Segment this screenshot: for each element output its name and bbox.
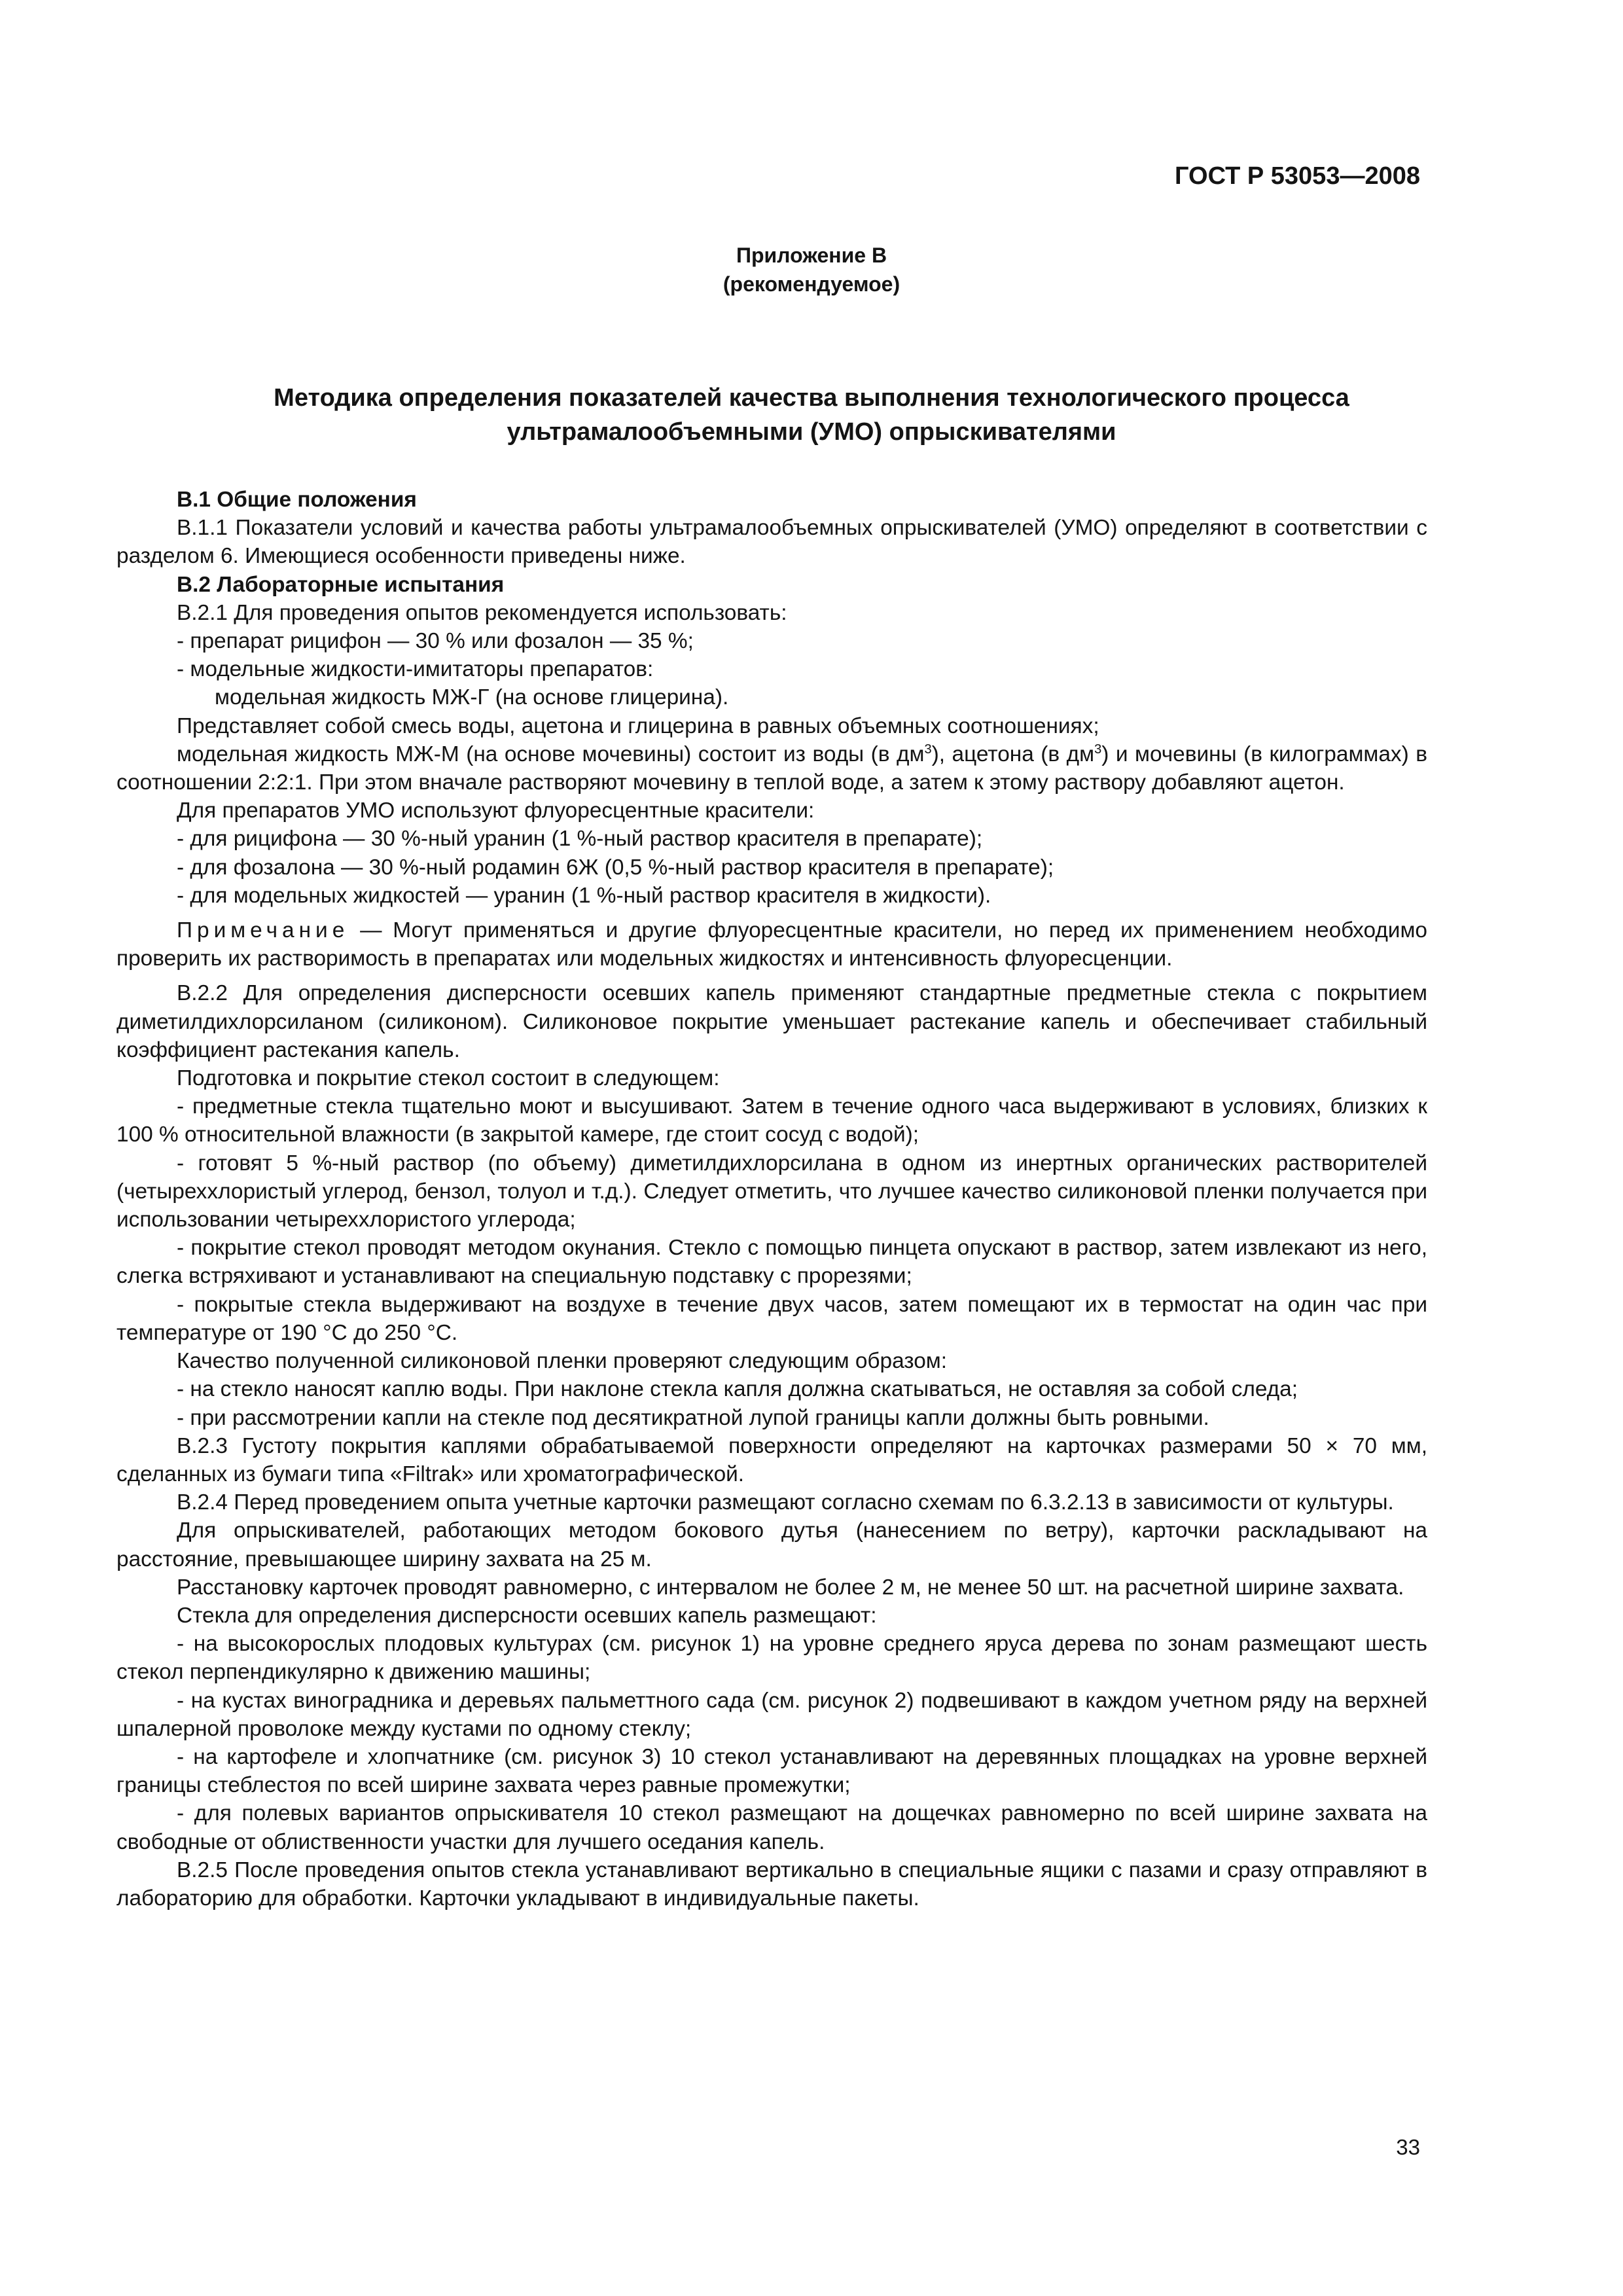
document-body	[116, 486, 1427, 1912]
list-item: - предметные стекла тщательно моют и высушивают. Затем в течение одного часа выдерживают в условиях, близких к 100 % относительной влажности (в закрытой камере, где стоит сосуд с водой);	[116, 1094, 1427, 1147]
paragraph: модельная жидкость МЖ-Г (на основе глицерина).	[215, 685, 729, 710]
document-title	[131, 381, 1492, 449]
paragraph: В.2.1 Для проведения опытов рекомендуется использовать:	[177, 600, 787, 625]
standard-designation: ГОСТ Р 53053—2008	[1175, 162, 1420, 190]
list-item: - на кустах виноградника и деревьях пальметтного сада (см. рисунок 2) подвешивают в каждом учетном ряду на верхней шпалерной проволоке между кустами по одному стеклу;	[116, 1688, 1427, 1741]
paragraph: Для опрыскивателей, работающих методом бокового дутья (нанесением по ветру), карточки раскладывают на расстояние, превышающее ширину захвата на 25 м.	[116, 1518, 1427, 1571]
appendix-subtitle: (рекомендуемое)	[722, 272, 901, 296]
text-run: модельная жидкость МЖ-М (на основе мочевины) состоит из воды (в дм	[177, 742, 925, 766]
text-run: ) и мочевины (в килограммах) в соотношении 2:2:1. При этом вначале растворяют мочевину в теплой воде, а затем к этому раствору добавляют ацетон.	[116, 742, 1427, 795]
document-title-line-2: ультрамалообъемными (УМО) опрыскивателями	[507, 418, 1116, 446]
paragraph: Для препаратов УМО используют флуоресцентные красители:	[177, 798, 815, 823]
paragraph: Качество полученной силиконовой пленки проверяют следующим образом:	[177, 1349, 948, 1374]
list-item: - для полевых вариантов опрыскивателя 10 стекол размещают на дощечках равномерно по всей ширине захвата на свободные от облиственности участки для лучшего оседания капель.	[116, 1801, 1427, 1854]
appendix-title: Приложение В	[736, 243, 887, 267]
note-label: Примечание	[177, 918, 349, 943]
list-item: - препарат рицифон — 30 % или фозалон — 35 %;	[177, 629, 694, 654]
document-title-line-1: Методика определения показателей качества выполнения технологического процесса	[274, 384, 1349, 412]
paragraph: Представляет собой смесь воды, ацетона и глицерина в равных объемных соотношениях;	[177, 713, 1099, 738]
list-item: - для рицифона — 30 %-ный уранин (1 %-ный раствор красителя в препарате);	[177, 827, 983, 852]
list-item: - на картофеле и хлопчатнике (см. рисунок 3) 10 стекол устанавливают на деревянных площадках на уровне верхней границы стеблестоя по всей ширине захвата через равные промежутки;	[116, 1744, 1427, 1798]
list-item: - модельные жидкости-имитаторы препаратов:	[177, 657, 654, 682]
text-run: ), ацетона (в дм	[931, 742, 1095, 766]
superscript: 3	[924, 742, 932, 757]
list-item: - для модельных жидкостей — уранин (1 %-ный раствор красителя в жидкости).	[177, 883, 991, 908]
appendix-heading	[0, 241, 1623, 298]
superscript: 3	[1094, 742, 1102, 757]
page-number: 33	[1396, 2135, 1420, 2159]
note	[116, 916, 1427, 973]
list-item: - на высокорослых плодовых культурах (см. рисунок 1) на уровне среднего яруса дерева по зонам размещают шесть стекол перпендикулярно к движению машины;	[116, 1632, 1427, 1685]
list-item: - при рассмотрении капли на стекле под десятикратной лупой границы капли должны быть ровными.	[177, 1405, 1209, 1430]
list-item: - покрытие стекол проводят методом окунания. Стекло с помощью пинцета опускают в раствор, затем извлекают из него, слегка встряхивают и устанавливают на специальную подставку с прорезями;	[116, 1236, 1427, 1289]
paragraph: В.2.2 Для определения дисперсности осевших капель применяют стандартные предметные стекла с покрытием диметилдихлорсиланом (силиконом). Силиконовое покрытие уменьшает растекание капель и обеспечивает стабильный коэффициент растекания капель.	[116, 981, 1427, 1062]
list-item: - готовят 5 %-ный раствор (по объему) диметилдихлорсилана в одном из инертных органических растворителей (четыреххлористый углерод, бензол, толуол и т.д.). Следует отметить, что лучшее качество силиконовой пленки получается при использовании четыреххлористого углерода;	[116, 1151, 1427, 1232]
paragraph: В.2.3 Густоту покрытия каплями обрабатываемой поверхности определяют на карточках размерами 50 × 70 мм, сделанных из бумаги типа «Filtrak» или хроматографической.	[116, 1433, 1427, 1486]
section-heading: В.2 Лабораторные испытания	[177, 572, 505, 597]
paragraph	[116, 740, 1427, 797]
list-item: - на стекло наносят каплю воды. При наклоне стекла капля должна скатываться, не оставляя за собой следа;	[177, 1377, 1298, 1402]
paragraph: В.2.4 Перед проведением опыта учетные карточки размещают согласно схемам по 6.3.2.13 в зависимости от культуры.	[177, 1490, 1394, 1515]
paragraph: В.2.5 После проведения опытов стекла устанавливают вертикально в специальные ящики с пазами и сразу отправляют в лабораторию для обработки. Карточки укладывают в индивидуальные пакеты.	[116, 1857, 1427, 1910]
paragraph: В.1.1 Показатели условий и качества работы ультрамалообъемных опрыскивателей (УМО) определяют в соответствии с разделом 6. Имеющиеся особенности приведены ниже.	[116, 516, 1427, 569]
note-text: — Могут применяться и другие флуоресцентные красители, но перед их применением необходимо проверить их растворимость в препаратах или модельных жидкостях и интенсивность флуоресценции.	[116, 918, 1427, 971]
list-item: - для фозалона — 30 %-ный родамин 6Ж (0,5 %-ный раствор красителя в препарате);	[177, 855, 1054, 880]
list-item: - покрытые стекла выдерживают на воздухе в течение двух часов, затем помещают их в термостат на один час при температуре от 190 °С до 250 °С.	[116, 1292, 1427, 1345]
paragraph: Расстановку карточек проводят равномерно, с интервалом не более 2 м, не менее 50 шт. на расчетной ширине захвата.	[177, 1575, 1404, 1600]
paragraph: Подготовка и покрытие стекол состоит в следующем:	[177, 1066, 720, 1091]
section-heading: В.1 Общие положения	[177, 488, 417, 512]
paragraph: Стекла для определения дисперсности осевших капель размещают:	[177, 1603, 877, 1628]
